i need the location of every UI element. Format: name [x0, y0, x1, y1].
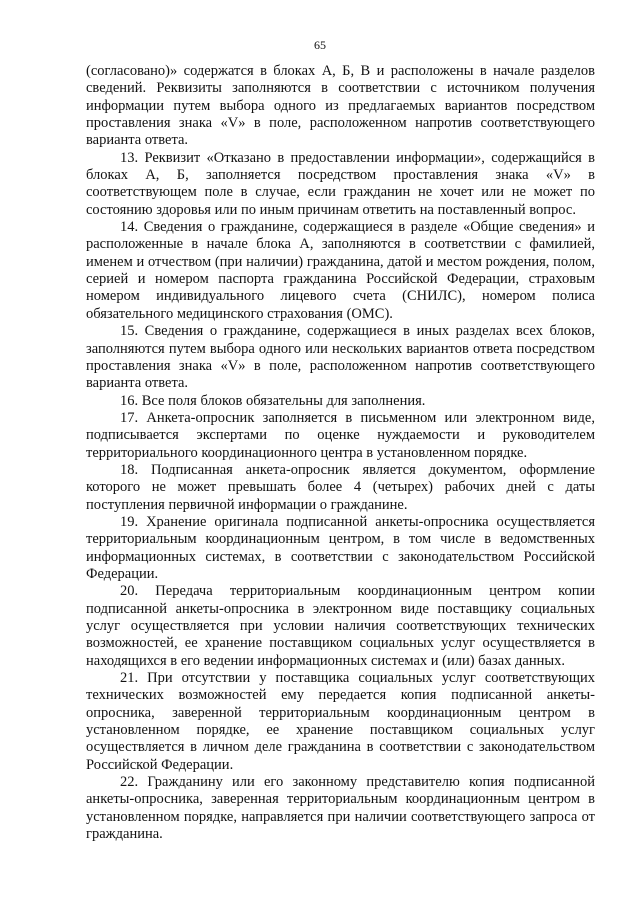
paragraph-13: 13. Реквизит «Отказано в предоставлении информации», содержащийся в блоках А, Б, заполняется посредством проставления знака «V» в соответствующем поле в случае, если гражданин не хочет или не может по состоянию здоровья или по иным причинам ответить на поставленный вопрос. — [86, 149, 595, 218]
paragraph-21: 21. При отсутствии у поставщика социальных услуг соответствующих технических возможностей ему передается копия подписанной анкеты-опросника, заверенной территориальным координационным центром в установленном порядке, ее хранение поставщиком социальных услуг осуществляется в личном деле гражданина в соответствии с законодательством Российской Федерации. — [86, 670, 595, 773]
paragraph-20: 20. Передача территориальным координационным центром копии подписанной анкеты-опросника в электронном виде поставщику социальных услуг осуществляется при условии наличия соответствующих технических возможностей, ее хранение поставщиком социальных услуг осуществляется в находящихся в его ведении информационных системах и (или) базах данных. — [86, 583, 595, 669]
document-body — [86, 63, 595, 843]
paragraph-16: 16. Все поля блоков обязательны для заполнения. — [120, 392, 426, 409]
paragraph-18: 18. Подписанная анкета-опросник является документом, оформление которого не может превышать более 4 (четырех) рабочих дней с даты поступления первичной информации о гражданине. — [86, 461, 595, 513]
paragraph-22: 22. Гражданину или его законному представителю копия подписанной анкеты-опросника, заверенная территориальным координационным центром в установленном порядке, направляется при наличии соответствующего запроса от гражданина. — [86, 774, 595, 843]
paragraph-14: 14. Сведения о гражданине, содержащиеся в разделе «Общие сведения» и расположенные в начале блока А, заполняются в соответствии с фамилией, именем и отчеством (при наличии) гражданина, датой и местом рождения, полом, серией и номером паспорта гражданина Российской Федерации, страховым номером индивидуального лицевого счета (СНИЛС), номером полиса обязательного медицинского страхования (ОМС). — [86, 219, 595, 322]
paragraph-17: 17. Анкета-опросник заполняется в письменном или электронном виде, подписывается экспертами по оценке нуждаемости и руководителем территориального координационного центра в установленном порядке. — [86, 409, 595, 461]
paragraph-19: 19. Хранение оригинала подписанной анкеты-опросника осуществляется территориальным координационным центром, в том числе в ведомственных информационных системах, в соответствии с законодательством Российской Федерации. — [86, 513, 595, 582]
page-number: 65 — [314, 38, 326, 52]
paragraph-15: 15. Сведения о гражданине, содержащиеся в иных разделах всех блоков, заполняются путем выбора одного или нескольких вариантов ответа посредством проставления знака «V» в поле, расположенном напротив соответствующего варианта ответа. — [86, 323, 595, 392]
paragraph-continuation: (согласовано)» содержатся в блоках А, Б, В и расположены в начале разделов сведений. Реквизиты заполняются в соответствии с источником получения информации путем выбора одного из предлагаемых вариантов посредством проставления знака «V» в поле, расположенном напротив соответствующего варианта ответа. — [86, 63, 595, 149]
